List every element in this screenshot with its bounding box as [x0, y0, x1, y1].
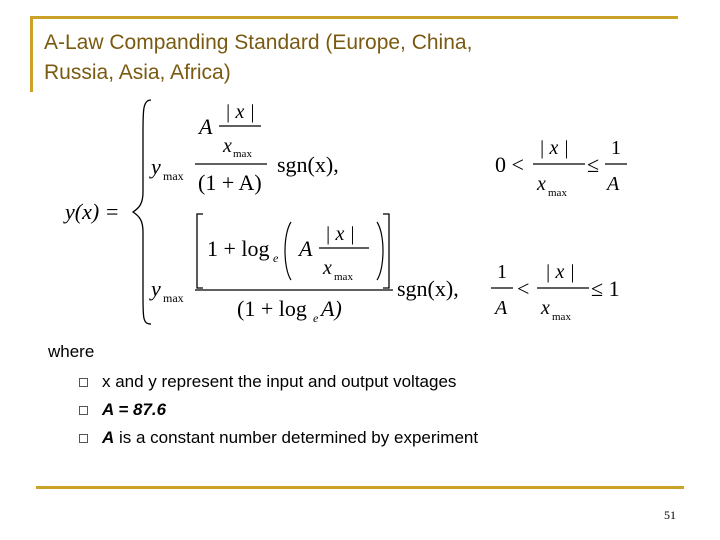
case2-num-prefix: 1 + log — [207, 236, 270, 261]
case2-right-bracket — [383, 214, 389, 288]
top-rule — [30, 16, 678, 19]
case2-left-bracket — [197, 214, 203, 288]
case2-cond-le-one: ≤ 1 — [591, 276, 620, 301]
case1-abs-x: | x | — [225, 101, 255, 123]
title-line-1: A-Law Companding Standard (Europe, China, — [44, 31, 473, 54]
case2-cond-abs-x: | x | — [545, 261, 575, 283]
bullet-item — [76, 398, 478, 426]
case1-den: (1 + A) — [198, 170, 262, 195]
case2-right-paren — [377, 222, 383, 280]
bullet-emphasis: A = 87.6 — [102, 400, 167, 419]
case2-den-right: A) — [321, 296, 342, 321]
bullet-text: x and y represent the input and output voltages — [102, 372, 457, 391]
formula-svg — [55, 92, 655, 332]
case1-sgn: sgn(x), — [277, 152, 339, 177]
case1-cond-one: 1 — [611, 137, 621, 159]
case2-den-sub: e — [313, 311, 319, 325]
bottom-rule — [36, 486, 684, 489]
case2-sgn: sgn(x), — [397, 276, 459, 301]
bullet-text: is a constant number determined by experiment — [114, 428, 479, 447]
bullet-emphasis: A — [102, 428, 115, 447]
slide-title — [44, 28, 684, 88]
case2-ymax-sub: max — [163, 291, 184, 305]
case2-num-prefix-sub: e — [273, 251, 279, 265]
case1-xmax: x — [223, 135, 232, 157]
left-brace — [133, 100, 151, 324]
bullet-item — [76, 370, 478, 398]
case1-cond-xmax-sub: max — [548, 187, 567, 199]
square-bullet-icon — [79, 378, 88, 387]
case1-cond-xmax: x — [537, 173, 546, 195]
case1-cond-left: 0 < — [495, 152, 524, 177]
bullet-list — [76, 370, 478, 454]
case2-xmax-sub: max — [334, 271, 353, 283]
case2-cond-A: A — [495, 297, 508, 319]
left-rule — [30, 16, 33, 92]
formula-lhs: y(x) = — [65, 199, 120, 224]
case2-cond-xmax: x — [541, 297, 550, 319]
case1-cond-le: ≤ — [587, 152, 600, 177]
case1-ymax: y — [151, 154, 161, 179]
case2-left-paren — [285, 222, 291, 280]
case2-ymax: y — [151, 276, 161, 301]
case2-num-A: A — [299, 236, 313, 261]
bullet-item — [76, 426, 478, 454]
square-bullet-icon — [79, 406, 88, 415]
a-law-formula — [55, 92, 655, 332]
case2-cond-xmax-sub: max — [552, 311, 571, 323]
case2-cond-one: 1 — [497, 261, 507, 283]
title-line-2: Russia, Asia, Africa) — [44, 61, 231, 84]
case1-num-A: A — [199, 114, 213, 139]
case1-xmax-sub: max — [233, 148, 252, 160]
case2-den-left: (1 + log — [237, 296, 307, 321]
case2-cond-lt: < — [517, 276, 530, 301]
case1-ymax-sub: max — [163, 169, 184, 183]
where-label: where — [48, 342, 95, 361]
case2-abs-x: | x | — [325, 223, 355, 245]
case1-cond-A: A — [607, 173, 620, 195]
case2-xmax: x — [323, 257, 332, 279]
case1-cond-abs-x: | x | — [539, 137, 569, 159]
square-bullet-icon — [79, 434, 88, 443]
page-number: 51 — [664, 508, 676, 522]
